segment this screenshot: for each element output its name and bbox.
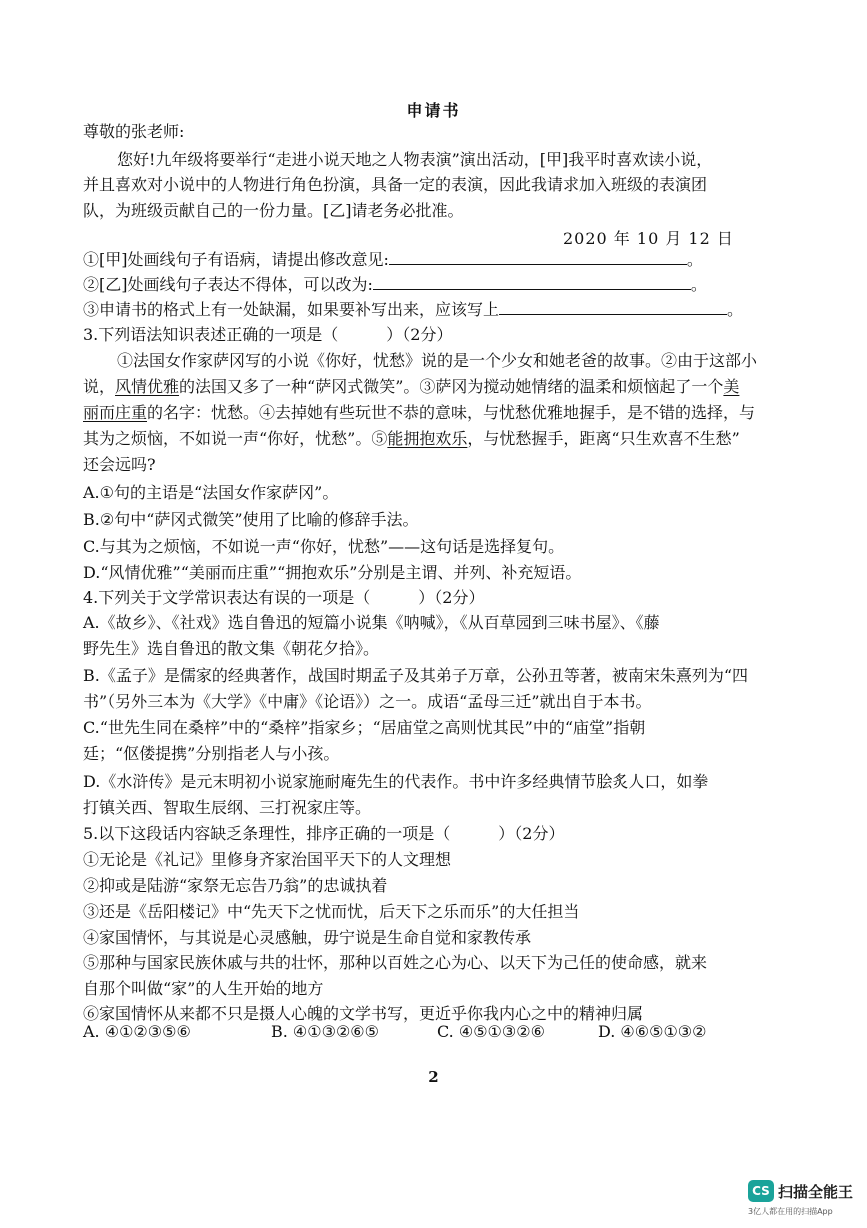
passage-line (83, 377, 773, 397)
answer-blank[interactable] (373, 275, 691, 290)
passage-text: 其为之烦恼，不如说一声“你好，忧愁”。⑤ (83, 429, 388, 448)
sub-question-end: 。 (686, 250, 703, 269)
letter-line: 并且喜欢对小说中的人物进行角色扮演，具备一定的表演，因此我请求加入班级的表演团 (83, 175, 708, 194)
watermark-tagline: 3亿人都在用的扫描App (748, 1207, 833, 1216)
underlined-phrase: 美 (723, 377, 740, 396)
underlined-phrase: 风情优雅 (115, 377, 180, 396)
sub-question-end: 。 (690, 275, 707, 294)
watermark-app-name: 扫描全能王 (778, 1183, 854, 1201)
answer-blank[interactable] (389, 250, 687, 265)
page-title: 申请书 (406, 101, 461, 120)
question-5-line: ③还是《岳阳楼记》中“先天下之忧而忧，后天下之乐而乐”的大任担当 (83, 902, 580, 921)
question-4-line: 书”（另外三本为《大学》《中庸》《论语》）之一。成语“孟母三迁”就出自于本书。 (83, 692, 652, 711)
sub-question-3 (83, 300, 773, 320)
letter-line: 您好!九年级将要举行“走进小说天地之人物表演”演出活动，[甲]我平时喜欢读小说， (117, 150, 713, 169)
question-5-option-a: A. ④①②③⑤⑥ (83, 1022, 191, 1041)
sub-question-end: 。 (727, 300, 744, 319)
question-5-option-b: B. ④①③②⑥⑤ (271, 1022, 379, 1041)
passage-text: 的名字：忧愁。④去掉她有些玩世不恭的意味，与忧愁优雅地握手，是不错的选择，与 (147, 403, 756, 422)
passage-line: ①法国女作家萨冈写的小说《你好，忧愁》说的是一个少女和她老爸的故事。②由于这部小 (117, 351, 758, 370)
question-4-line: C.“世先生同在桑梓”中的“桑梓”指家乡；“居庙堂之高则忧其民”中的“庙堂”指朝 (83, 718, 646, 737)
question-4-line: A.《故乡》、《社戏》选自鲁迅的短篇小说集《呐喊》，《从百草园到三味书屋》、《藤 (83, 613, 660, 632)
question-5-line: ②抑或是陆游“家祭无忘告乃翁”的忠诚执着 (83, 876, 388, 895)
question-5-line: 自那个叫做“家”的人生开始的地方 (83, 979, 324, 998)
question-5-line: ①无论是《礼记》里修身齐家治国平天下的人文理想 (83, 850, 452, 869)
camscanner-logo-icon: CS (748, 1180, 774, 1202)
letter-date: 2020 年 10 月 12 日 (563, 229, 734, 248)
sub-question-text: ①[甲]处画线句子有语病，请提出修改意见: (83, 250, 389, 269)
underlined-phrase: 能拥抱欢乐 (387, 429, 468, 448)
question-3-option: D.“风情优雅”“美丽而庄重”“拥抱欢乐”分别是主谓、并列、补充短语。 (83, 563, 582, 582)
question-5-option-d: D. ④⑥⑤①③② (598, 1022, 707, 1041)
question-5-stem: 5.以下这段话内容缺乏条理性，排序正确的一项是（ ）（2分） (83, 824, 565, 843)
passage-line (83, 429, 773, 449)
question-4-line: 打镇关西、智取生辰纲、三打祝家庄等。 (83, 798, 372, 817)
question-3-option: B.②句中“萨冈式微笑”使用了比喻的修辞手法。 (83, 510, 419, 529)
answer-blank[interactable] (499, 300, 727, 315)
question-5-line: ④家国情怀，与其说是心灵感触，毋宁说是生命自觉和家教传承 (83, 928, 532, 947)
passage-text: ，与忧愁握手，距离“只生欢喜不生愁” (467, 429, 740, 448)
sub-question-1 (83, 250, 773, 270)
question-5-line: ⑥家国情怀从来都不只是摄人心魄的文学书写，更近乎你我内心之中的精神归属 (83, 1004, 644, 1023)
question-5-line: ⑤那种与国家民族休戚与共的壮怀，那种以百姓之心为心、以天下为己任的使命感，就来 (83, 953, 708, 972)
letter-line: 队，为班级贡献自己的一份力量。[乙]请老务必批准。 (83, 201, 464, 220)
passage-line: 还会远吗? (83, 455, 156, 474)
question-3-option: A.①句的主语是“法国女作家萨冈”。 (83, 483, 339, 502)
passage-line (83, 403, 773, 423)
salutation: 尊敬的张老师: (83, 122, 185, 141)
page-number: 2 (428, 1068, 439, 1086)
passage-text: 说， (83, 377, 116, 396)
underlined-phrase: 丽而庄重 (83, 403, 148, 422)
passage-text: 的法国又多了一种“萨冈式微笑”。③萨冈为搅动她情绪的温柔和烦恼起了一个 (179, 377, 724, 396)
question-4-line: D.《水浒传》是元末明初小说家施耐庵先生的代表作。书中许多经典情节脍炙人口，如拳 (83, 772, 709, 791)
question-3-option: C.与其为之烦恼，不如说一声“你好，忧愁”——这句话是选择复句。 (83, 537, 565, 556)
sub-question-2 (83, 275, 773, 295)
question-4-line: 野先生》选自鲁迅的散文集《朝花夕拾》。 (83, 639, 380, 658)
question-4-stem: 4.下列关于文学常识表达有误的一项是（ ）（2分） (83, 588, 485, 607)
sub-question-text: ②[乙]处画线句子表达不得体，可以改为: (83, 275, 373, 294)
sub-question-text: ③申请书的格式上有一处缺漏，如果要补写出来，应该写上 (83, 300, 500, 319)
question-4-line: 廷；“伛偻提携”分别指老人与小孩。 (83, 744, 340, 763)
scanner-watermark (748, 1178, 858, 1220)
question-3-stem: 3.下列语法知识表述正确的一项是（ ）（2分） (83, 325, 453, 344)
question-5-option-c: C. ④⑤①③②⑥ (437, 1022, 545, 1041)
question-4-line: B.《孟子》是儒家的经典著作，战国时期孟子及其弟子万章，公孙丑等著，被南宋朱熹列为“四 (83, 666, 749, 685)
